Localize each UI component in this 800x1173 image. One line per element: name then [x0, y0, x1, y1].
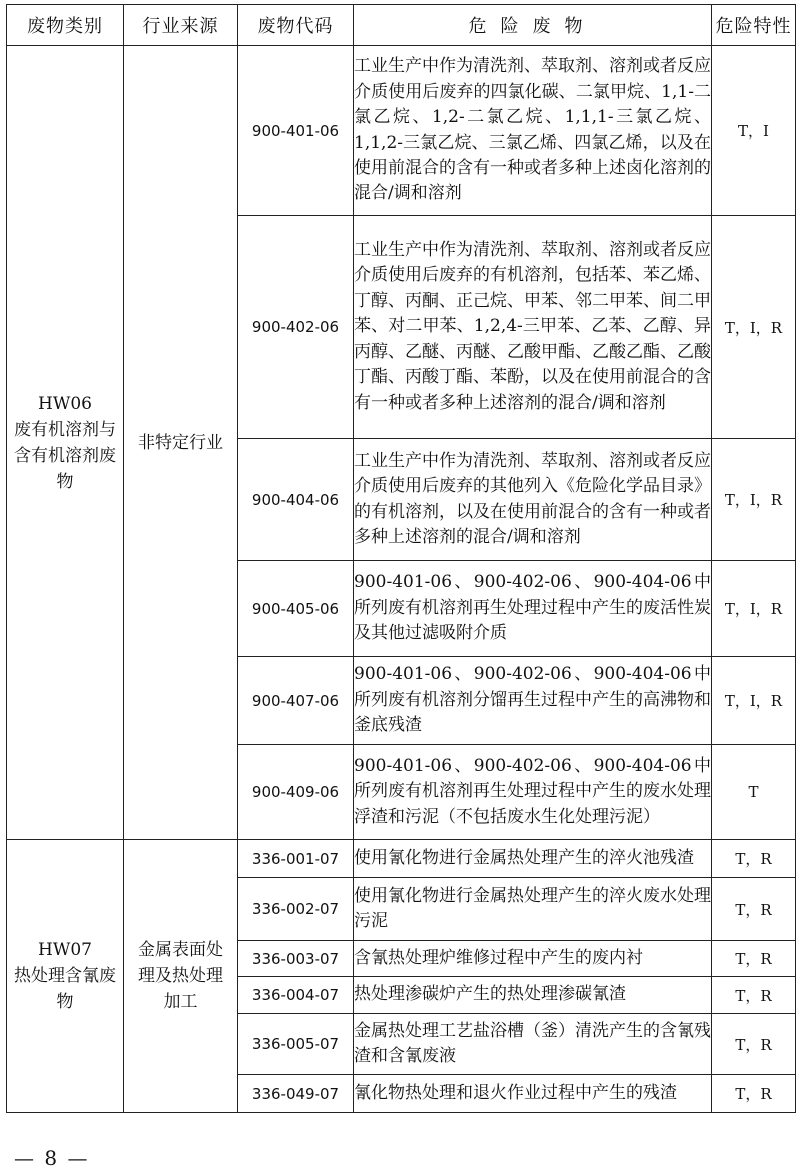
hazard-property: T，R	[712, 941, 796, 977]
hazard-property: T，R	[712, 878, 796, 941]
hazard-property: T，R	[712, 1075, 796, 1113]
hazard-property: T，I，R	[712, 439, 796, 561]
waste-code: 336-004-07	[238, 977, 354, 1014]
hazard-property: T，R	[712, 1014, 796, 1075]
hazard-property: T，I，R	[712, 657, 796, 745]
waste-description: 氰化物热处理和退火作业过程中产生的残渣	[354, 1075, 712, 1113]
table-row	[7, 840, 796, 878]
waste-code: 900-409-06	[238, 745, 354, 840]
waste-code: 336-003-07	[238, 941, 354, 977]
waste-code: 900-404-06	[238, 439, 354, 561]
waste-code: 336-001-07	[238, 840, 354, 878]
source-line: 加工	[163, 992, 198, 1012]
category-code: HW07	[38, 940, 92, 960]
category-name-line: 含有机溶剂废物	[14, 445, 116, 492]
header-source: 行业来源	[124, 5, 238, 46]
hazard-property: T，I，R	[712, 216, 796, 439]
hazard-property: T，R	[712, 840, 796, 878]
category-cell-hw07	[7, 840, 124, 1113]
table-row	[7, 46, 796, 216]
header-row	[7, 5, 796, 46]
waste-description: 900-401-06、900-402-06、900-404-06中所列废有机溶剂分馏再生过程中产生的高沸物和釜底残渣	[354, 657, 712, 745]
waste-description: 使用氰化物进行金属热处理产生的淬火废水处理污泥	[354, 878, 712, 941]
header-hazard: 危险废物	[354, 5, 712, 46]
waste-description: 含氰热处理炉维修过程中产生的废内衬	[354, 941, 712, 977]
source-line: 非特定行业	[138, 432, 223, 453]
page-number: — 8 —	[14, 1146, 90, 1170]
waste-code: 336-049-07	[238, 1075, 354, 1113]
hazard-property: T	[712, 745, 796, 840]
waste-description: 900-401-06、900-402-06、900-404-06中所列废有机溶剂再生处理过程中产生的废活性炭及其他过滤吸附介质	[354, 561, 712, 657]
waste-description: 工业生产中作为清洗剂、萃取剂、溶剂或者反应介质使用后废弃的有机溶剂，包括苯、苯乙烯、丁醇、丙酮、正己烷、甲苯、邻二甲苯、间二甲苯、对二甲苯、1,2,4-三甲苯、乙苯、乙醇、异丙醇、乙醚、丙醚、乙酸甲酯、乙酸乙酯、乙酸丁酯、丙酸丁酯、苯酚，以及在使用前混合的含有一种或者多种上述溶剂的混合/调和溶剂	[354, 216, 712, 439]
source-cell-hw07	[124, 840, 238, 1113]
source-cell-hw06	[124, 46, 238, 840]
hazard-property: T，I，R	[712, 561, 796, 657]
waste-code: 900-405-06	[238, 561, 354, 657]
header-category: 废物类别	[7, 5, 124, 46]
waste-description: 工业生产中作为清洗剂、萃取剂、溶剂或者反应介质使用后废弃的其他列入《危险化学品目录》的有机溶剂，以及在使用前混合的含有一种或者多种上述溶剂的混合/调和溶剂	[354, 439, 712, 561]
waste-description: 工业生产中作为清洗剂、萃取剂、溶剂或者反应介质使用后废弃的四氯化碳、二氯甲烷、1,1-二氯乙烷、1,2-二氯乙烷、1,1,1-三氯乙烷、1,1,2-三氯乙烷、三氯乙烯、四氯乙烯，以及在使用前混合的含有一种或者多种上述卤化溶剂的混合/调和溶剂	[354, 46, 712, 216]
category-cell-hw06	[7, 46, 124, 840]
header-code: 废物代码	[238, 5, 354, 46]
header-property: 危险特性	[712, 5, 796, 46]
waste-code: 900-402-06	[238, 216, 354, 439]
waste-code: 900-401-06	[238, 46, 354, 216]
hazard-property: T，I	[712, 46, 796, 216]
category-code: HW06	[38, 393, 92, 414]
waste-description: 热处理渗碳炉产生的热处理渗碳氰渣	[354, 977, 712, 1014]
waste-code: 336-005-07	[238, 1014, 354, 1075]
category-name-line: 废有机溶剂与	[14, 419, 116, 440]
waste-description: 使用氰化物进行金属热处理产生的淬火池残渣	[354, 840, 712, 878]
hazardous-waste-table	[6, 4, 796, 1113]
category-name-line: 热处理含氰废物	[14, 966, 116, 1012]
hazard-property: T，R	[712, 977, 796, 1014]
waste-code: 900-407-06	[238, 657, 354, 745]
waste-code: 336-002-07	[238, 878, 354, 941]
source-line: 金属表面处	[138, 940, 223, 960]
waste-description: 900-401-06、900-402-06、900-404-06中所列废有机溶剂再生处理过程中产生的废水处理浮渣和污泥（不包括废水生化处理污泥）	[354, 745, 712, 840]
waste-description: 金属热处理工艺盐浴槽（釜）清洗产生的含氰残渣和含氰废液	[354, 1014, 712, 1075]
source-line: 理及热处理	[138, 966, 223, 986]
